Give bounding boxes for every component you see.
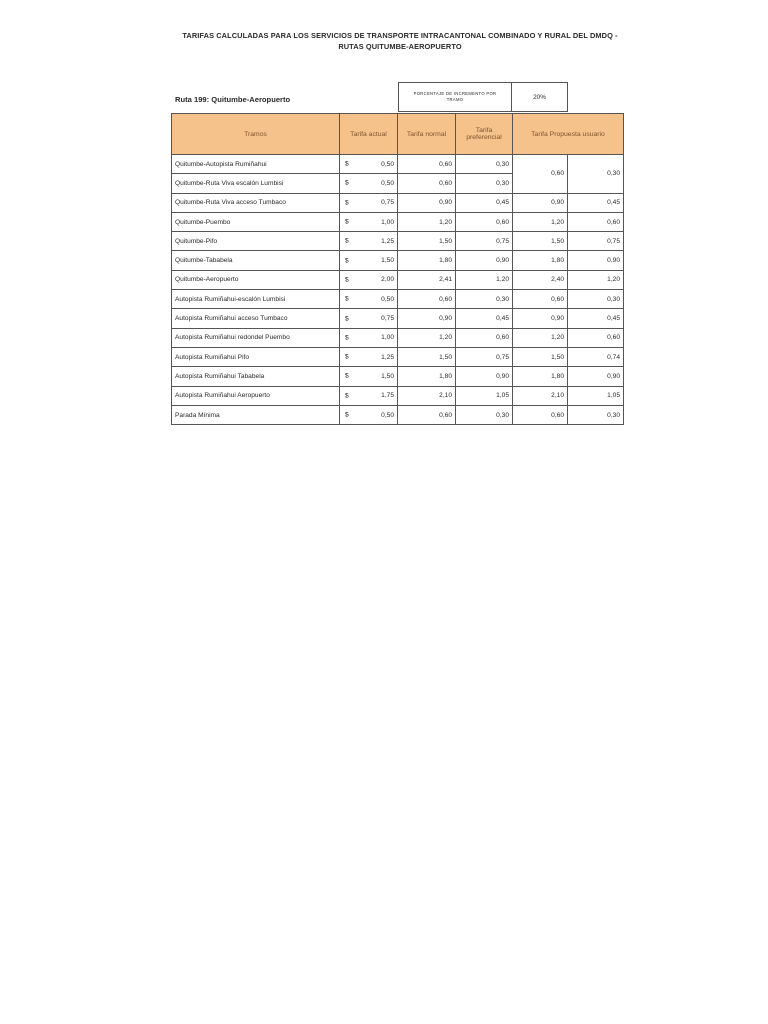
tramo-cell: Autopista Rumiñahui Pifo: [172, 347, 340, 366]
tarifa-preferencial-cell: 0,60: [456, 328, 513, 347]
propuesta-normal-cell: 1,50: [513, 232, 568, 251]
tramo-cell: Quitumbe-Ruta Viva escalón Lumbisi: [172, 174, 340, 193]
table-row: [172, 367, 624, 386]
propuesta-normal-cell: 2,10: [513, 386, 568, 405]
tarifa-actual-cell: [340, 386, 398, 405]
tarifa-actual-cell: [340, 290, 398, 309]
tarifa-preferencial-cell: 1,20: [456, 270, 513, 289]
tarifa-preferencial-cell: 0,90: [456, 251, 513, 270]
tramo-cell: Autopista Rumiñahui redondel Puembo: [172, 328, 340, 347]
tariff-table: [171, 113, 624, 425]
propuesta-preferencial-cell: 0,30: [568, 155, 624, 194]
propuesta-normal-cell: 1,20: [513, 328, 568, 347]
increment-value: 20%: [512, 82, 568, 112]
tariff-table-body: [172, 155, 624, 425]
route-label: Ruta 199: Quitumbe-Aeropuerto: [175, 95, 291, 104]
tarifa-actual-cell: [340, 347, 398, 366]
tramo-cell: Parada Mínima: [172, 405, 340, 424]
propuesta-normal-cell: 2,40: [513, 270, 568, 289]
tarifa-actual-cell: [340, 405, 398, 424]
tramo-cell: Quitumbe-Tababela: [172, 251, 340, 270]
tarifa-preferencial-cell: 0,75: [456, 347, 513, 366]
table-row: [172, 232, 624, 251]
currency-symbol: $: [345, 218, 349, 226]
propuesta-preferencial-cell: 0,30: [568, 290, 624, 309]
col-header-normal: Tarifa normal: [398, 114, 456, 155]
tarifa-actual-value: 0,50: [381, 295, 394, 303]
tarifa-normal-cell: 1,50: [398, 347, 456, 366]
currency-symbol: $: [345, 315, 349, 323]
tarifa-preferencial-cell: 0,30: [456, 174, 513, 193]
currency-symbol: $: [345, 160, 349, 168]
propuesta-preferencial-cell: 0,90: [568, 251, 624, 270]
tramo-cell: Quitumbe-Puembo: [172, 212, 340, 231]
document-title: [150, 30, 650, 52]
table-row: [172, 212, 624, 231]
tramo-cell: Autopista Rumiñahui acceso Tumbaco: [172, 309, 340, 328]
propuesta-preferencial-cell: 0,45: [568, 309, 624, 328]
tarifa-actual-cell: [340, 367, 398, 386]
currency-symbol: $: [345, 276, 349, 284]
col-header-preferencial: Tarifa preferencial: [456, 114, 513, 155]
propuesta-normal-cell: 1,80: [513, 251, 568, 270]
tramo-cell: Autopista Rumiñahui Tababela: [172, 367, 340, 386]
currency-symbol: $: [345, 411, 349, 419]
table-row: [172, 290, 624, 309]
title-line-1: TARIFAS CALCULADAS PARA LOS SERVICIOS DE TRANSPORTE INTRACANTONAL COMBINADO Y RURAL DEL DMDQ -: [182, 31, 618, 40]
propuesta-preferencial-cell: 1,20: [568, 270, 624, 289]
tarifa-normal-cell: 0,60: [398, 155, 456, 174]
tarifa-normal-cell: 0,90: [398, 309, 456, 328]
tarifa-actual-value: 1,50: [381, 372, 394, 380]
propuesta-preferencial-cell: 0,74: [568, 347, 624, 366]
tarifa-actual-value: 1,25: [381, 237, 394, 245]
tarifa-actual-cell: [340, 193, 398, 212]
propuesta-normal-cell: 0,90: [513, 193, 568, 212]
tarifa-actual-value: 0,75: [381, 315, 394, 323]
propuesta-preferencial-cell: 0,60: [568, 328, 624, 347]
tarifa-normal-cell: 0,60: [398, 174, 456, 193]
tarifa-preferencial-cell: 0,45: [456, 193, 513, 212]
propuesta-normal-cell: 1,50: [513, 347, 568, 366]
tarifa-actual-value: 0,50: [381, 411, 394, 419]
currency-symbol: $: [345, 179, 349, 187]
title-line-2: RUTAS QUITUMBE-AEROPUERTO: [338, 42, 462, 51]
tarifa-actual-value: 1,25: [381, 353, 394, 361]
propuesta-preferencial-cell: 0,60: [568, 212, 624, 231]
tarifa-preferencial-cell: 1,05: [456, 386, 513, 405]
table-header-row: [172, 114, 624, 155]
tarifa-actual-value: 1,50: [381, 257, 394, 265]
tarifa-normal-cell: 2,10: [398, 386, 456, 405]
tarifa-actual-cell: [340, 212, 398, 231]
tarifa-normal-cell: 2,41: [398, 270, 456, 289]
tarifa-normal-cell: 0,60: [398, 290, 456, 309]
currency-symbol: $: [345, 199, 349, 207]
table-row: [172, 270, 624, 289]
propuesta-preferencial-cell: 0,90: [568, 367, 624, 386]
propuesta-normal-cell: 1,20: [513, 212, 568, 231]
tarifa-actual-value: 0,50: [381, 160, 394, 168]
table-row: [172, 347, 624, 366]
tarifa-preferencial-cell: 0,30: [456, 155, 513, 174]
tarifa-normal-cell: 1,80: [398, 251, 456, 270]
propuesta-preferencial-cell: 1,05: [568, 386, 624, 405]
currency-symbol: $: [345, 392, 349, 400]
table-row: [172, 328, 624, 347]
propuesta-normal-cell: 0,90: [513, 309, 568, 328]
tramo-cell: Quitumbe-Pifo: [172, 232, 340, 251]
tramo-cell: Quitumbe-Aeropuerto: [172, 270, 340, 289]
tarifa-normal-cell: 1,20: [398, 328, 456, 347]
tarifa-preferencial-cell: 0,90: [456, 367, 513, 386]
tarifa-actual-value: 1,75: [381, 392, 394, 400]
currency-symbol: $: [345, 334, 349, 342]
tarifa-actual-cell: [340, 251, 398, 270]
tarifa-actual-value: 0,50: [381, 179, 394, 187]
table-row: [172, 193, 624, 212]
tramo-cell: Autopista Rumiñahui-escalón Lumbisi: [172, 290, 340, 309]
tarifa-actual-value: 1,00: [381, 218, 394, 226]
tarifa-actual-cell: [340, 270, 398, 289]
propuesta-normal-cell: 0,60: [513, 290, 568, 309]
propuesta-normal-cell: 0,60: [513, 405, 568, 424]
tarifa-preferencial-cell: 0,45: [456, 309, 513, 328]
tramo-cell: Autopista Rumiñahui Aeropuerto: [172, 386, 340, 405]
tarifa-normal-cell: 1,50: [398, 232, 456, 251]
propuesta-preferencial-cell: 0,45: [568, 193, 624, 212]
table-row: [172, 155, 624, 174]
tarifa-actual-cell: [340, 309, 398, 328]
tarifa-normal-cell: 1,80: [398, 367, 456, 386]
currency-symbol: $: [345, 353, 349, 361]
currency-symbol: $: [345, 237, 349, 245]
currency-symbol: $: [345, 257, 349, 265]
tarifa-actual-cell: [340, 232, 398, 251]
table-row: [172, 309, 624, 328]
tarifa-normal-cell: 0,90: [398, 193, 456, 212]
propuesta-preferencial-cell: 0,75: [568, 232, 624, 251]
propuesta-normal-cell: 1,80: [513, 367, 568, 386]
increment-label: PORCENTAJE DE INCREMENTO POR TRAMO: [398, 82, 512, 112]
propuesta-normal-cell: 0,60: [513, 155, 568, 194]
table-row: [172, 251, 624, 270]
tramo-cell: Quitumbe-Ruta Viva acceso Tumbaco: [172, 193, 340, 212]
tramo-cell: Quitumbe-Autopista Rumiñahui: [172, 155, 340, 174]
col-header-actual: Tarifa actual: [340, 114, 398, 155]
tarifa-preferencial-cell: 0,60: [456, 212, 513, 231]
tarifa-actual-value: 2,00: [381, 276, 394, 284]
currency-symbol: $: [345, 372, 349, 380]
tarifa-actual-cell: [340, 174, 398, 193]
tarifa-preferencial-cell: 0,30: [456, 405, 513, 424]
tarifa-preferencial-cell: 0,30: [456, 290, 513, 309]
col-header-propuesta: Tarifa Propuesta usuario: [513, 114, 624, 155]
tarifa-preferencial-cell: 0,75: [456, 232, 513, 251]
tarifa-normal-cell: 0,60: [398, 405, 456, 424]
tarifa-actual-value: 0,75: [381, 199, 394, 207]
table-row: [172, 405, 624, 424]
propuesta-preferencial-cell: 0,30: [568, 405, 624, 424]
tarifa-actual-cell: [340, 328, 398, 347]
col-header-tramos: Tramos: [172, 114, 340, 155]
tarifa-actual-cell: [340, 155, 398, 174]
tarifa-normal-cell: 1,20: [398, 212, 456, 231]
tarifa-actual-value: 1,00: [381, 334, 394, 342]
currency-symbol: $: [345, 295, 349, 303]
table-row: [172, 386, 624, 405]
